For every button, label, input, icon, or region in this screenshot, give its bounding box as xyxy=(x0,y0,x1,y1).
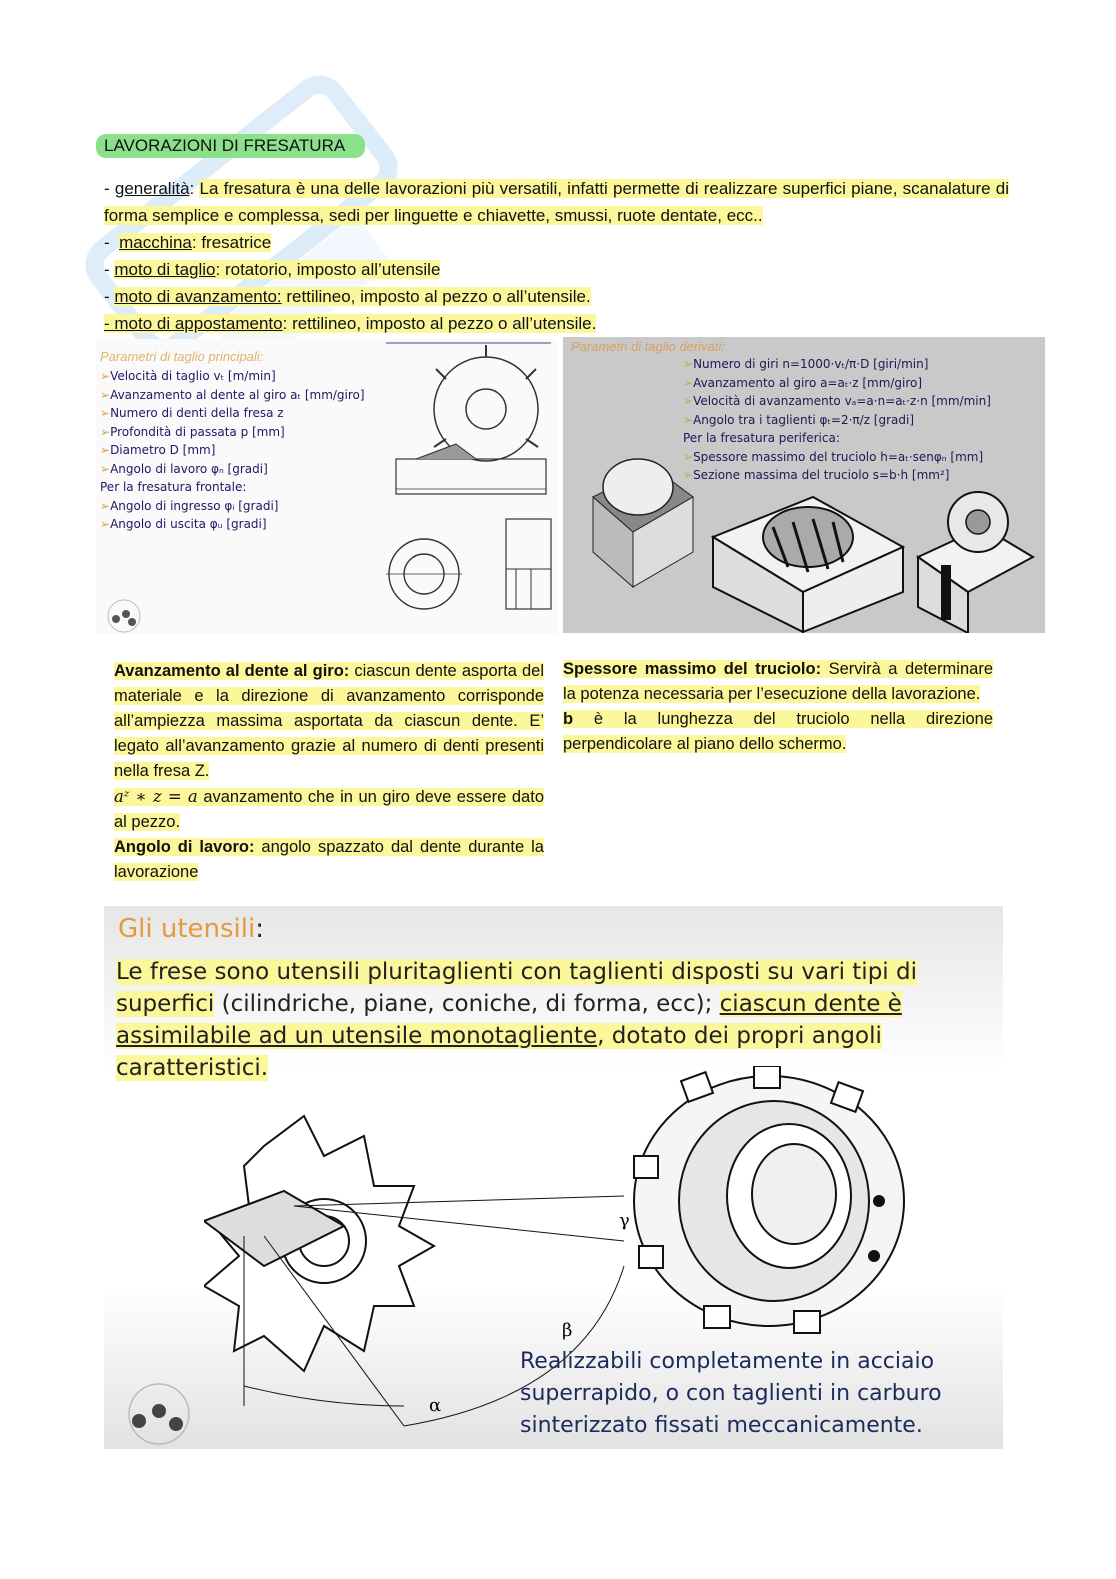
slide-utensili xyxy=(104,906,1003,1449)
avanzamento-paragraph: Avanzamento al dente al giro: ciascun dente asporta del materiale e la direzione di avanzamento corrisponde all’ampiezza massima asportata da ciascun dente. E’ legato all’avanzamento grazie al numero di denti presenti nella fresa Z. xyxy=(114,662,544,780)
slide3-text: Le frese sono utensili pluritaglienti con taglienti disposti su vari tipi di superfici (cilindriche, piane, coniche, di forma, ecc); ciascun dente è assimilabile ad un utensile monotagliente, dotato dei propri angoli caratteristici. xyxy=(116,959,917,1081)
left-column xyxy=(114,659,544,885)
slide3-note: Realizzabili completamente in acciaio superrapido, o con taglienti in carburo sinterizzato fissati meccanicamente. xyxy=(520,1349,942,1438)
right-column xyxy=(563,657,993,757)
list-item: ➢Profondità di passata p [mm] xyxy=(100,424,285,439)
formula-paragraph: aᶻ ∗ z = a avanzamento che in un giro deve essere dato al pezzo. xyxy=(114,787,544,831)
intro-generalita: - generalità: La fresatura è una delle lavorazioni più versatili, infatti permette di realizzare superfici piane, scanalature di forma semplice e complessa, sedi per linguette e chiavette, smussi, ruote dentate, ecc.. xyxy=(104,179,1009,225)
face-mill-illustration xyxy=(624,1066,914,1336)
list-item: ➢Angolo tra i taglienti φₜ=2·π/z [gradi] xyxy=(683,412,915,427)
list-item: ➢Diametro D [mm] xyxy=(100,443,216,457)
list-item: ➢Velocità di avanzamento vₐ=a·n=aₜ·z·n [mm/min] xyxy=(683,394,991,408)
list-item: ➢Avanzamento al giro a=aₜ·z [mm/giro] xyxy=(683,375,923,390)
gamma-label: γ xyxy=(619,1210,630,1231)
list-item: ➢Velocità di taglio vₜ [m/min] xyxy=(100,369,276,383)
university-logo xyxy=(104,1376,214,1446)
milling-cutters-illustration xyxy=(563,337,1045,633)
list-item: ➢Avanzamento al dente al giro aₜ [mm/giro] xyxy=(100,387,365,402)
slide-parametri-principali xyxy=(96,339,558,634)
intro-moto-taglio: - moto di taglio: rotatorio, imposto all’utensile xyxy=(104,260,441,279)
list-item: ➢Spessore massimo del truciolo h=aₜ·senφₙ [mm] xyxy=(683,449,984,464)
intro-moto-avanzamento: - moto di avanzamento: rettilineo, imposto al pezzo o all’utensile. xyxy=(104,287,591,306)
list-item: ➢Numero di giri n=1000·vₜ/π·D [giri/min] xyxy=(683,357,929,371)
alpha-label: α xyxy=(429,1395,442,1416)
milling-diagram-peripheral xyxy=(386,339,558,634)
angolo-paragraph: Angolo di lavoro: angolo spazzato dal dente durante la lavorazione xyxy=(114,838,544,881)
intro-macchina: - macchina: fresatrice xyxy=(104,233,272,252)
slide3-title: Gli utensili: xyxy=(118,914,264,944)
intro-section xyxy=(104,175,1009,337)
list-subheader: Per la fresatura periferica: xyxy=(683,431,840,445)
slide1-list xyxy=(100,367,365,534)
slide2-title: Parametri di taglio derivati: xyxy=(571,339,725,354)
list-item: ➢Numero di denti della fresa z xyxy=(100,406,284,420)
slide1-title: Parametri di taglio principali: xyxy=(100,349,264,364)
list-item: ➢Angolo di uscita φᵤ [gradi] xyxy=(100,517,267,531)
page-title: LAVORAZIONI DI FRESATURA xyxy=(96,134,365,158)
beta-label: β xyxy=(562,1320,573,1341)
list-item: ➢Angolo di lavoro φₙ [gradi] xyxy=(100,461,268,476)
slide-parametri-derivati xyxy=(563,337,1045,633)
university-logo xyxy=(96,594,156,634)
list-subheader: Per la fresatura frontale: xyxy=(100,480,247,494)
b-paragraph: b è la lunghezza del truciolo nella direzione perpendicolare al piano dello schermo. xyxy=(563,710,993,753)
list-item: ➢Angolo di ingresso φᵢ [gradi] xyxy=(100,498,279,513)
spessore-paragraph: Spessore massimo del truciolo: Servirà a determinare la potenza necessaria per l’esecuzione della lavorazione. xyxy=(563,660,993,703)
intro-moto-appostamento: - moto di appostamento: rettilineo, imposto al pezzo o all’utensile. xyxy=(104,314,597,333)
list-item: ➢Sezione massima del truciolo s=b·h [mm²] xyxy=(683,468,950,482)
